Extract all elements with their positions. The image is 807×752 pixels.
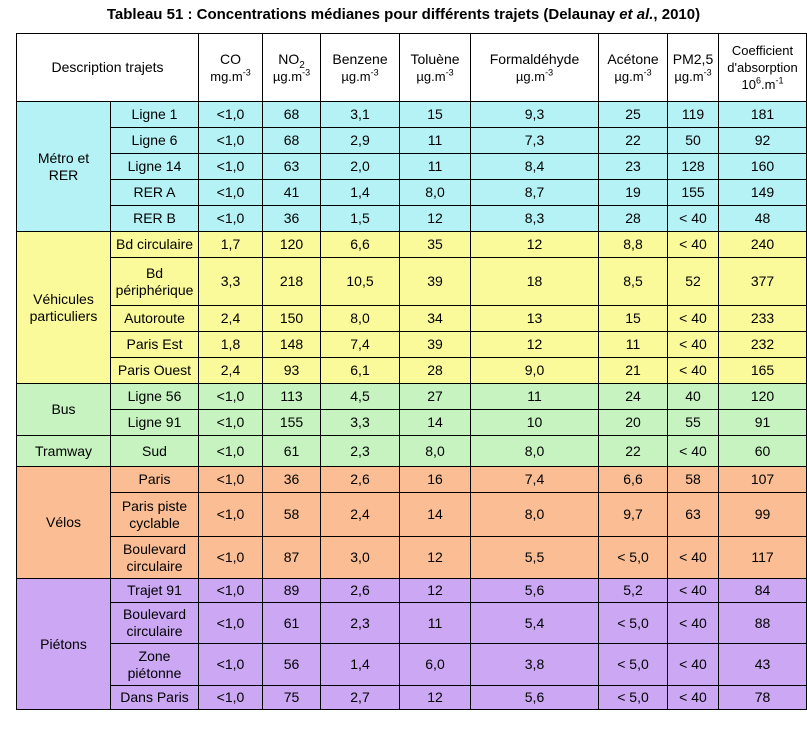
value-cell: 8,0 [471, 493, 599, 537]
value-cell: 11 [400, 128, 471, 154]
header-co-unit [201, 68, 260, 85]
header-co-name: CO [220, 50, 241, 67]
trajet-label: Bd circulaire [115, 236, 194, 252]
value-cell: 2,4 [199, 306, 263, 332]
group-label-cell [17, 232, 111, 384]
value-cell: 128 [668, 154, 719, 180]
group-label-cell [17, 384, 111, 436]
trajet-cell [111, 686, 199, 710]
value-cell: 233 [719, 306, 807, 332]
value-cell: < 5,0 [599, 686, 668, 710]
value-cell: 5,2 [599, 579, 668, 603]
value-cell: 7,4 [321, 332, 400, 358]
value-cell: 39 [400, 332, 471, 358]
table-row [17, 358, 807, 384]
value-cell: 240 [719, 232, 807, 258]
value-cell: 2,0 [321, 154, 400, 180]
value-cell: 52 [668, 258, 719, 306]
value-cell: < 40 [668, 686, 719, 710]
value-cell: 6,0 [400, 644, 471, 686]
value-cell: 35 [400, 232, 471, 258]
unit-exp: -3 [302, 67, 311, 78]
trajet-label: Trajet 91 [127, 582, 182, 598]
value-cell: 60 [719, 436, 807, 467]
value-cell: 120 [263, 232, 321, 258]
value-cell: 155 [263, 410, 321, 436]
no2-sub: 2 [299, 59, 305, 71]
unit-base: µg.m [674, 68, 704, 84]
value-cell: 6,6 [321, 232, 400, 258]
trajet-cell [111, 232, 199, 258]
value-cell: 120 [719, 384, 807, 410]
trajet-label: Boulevard [122, 540, 187, 557]
header-acetone [599, 34, 668, 102]
unit-base: 10 [741, 77, 756, 92]
value-cell: 68 [263, 128, 321, 154]
group-label: RER [48, 166, 79, 183]
value-cell: <1,0 [199, 102, 263, 128]
unit-base: mg.m [210, 68, 243, 84]
value-cell: <1,0 [199, 384, 263, 410]
header-benzene [321, 34, 400, 102]
value-cell: 56 [263, 644, 321, 686]
value-cell: <1,0 [199, 603, 263, 644]
value-cell: <1,0 [199, 410, 263, 436]
trajet-cell [111, 603, 199, 644]
header-formaldehyde-unit [473, 68, 596, 85]
value-cell: 63 [263, 154, 321, 180]
value-cell: 22 [599, 128, 668, 154]
trajet-label: Boulevard [122, 606, 187, 622]
value-cell: 89 [263, 579, 321, 603]
header-absorption [719, 34, 807, 102]
table-row [17, 686, 807, 710]
value-cell: < 40 [668, 306, 719, 332]
value-cell: 68 [263, 102, 321, 128]
concentrations-table [16, 33, 807, 710]
value-cell: 7,3 [471, 128, 599, 154]
value-cell: 4,5 [321, 384, 400, 410]
value-cell: 1,5 [321, 206, 400, 232]
value-cell: 48 [719, 206, 807, 232]
value-cell: <1,0 [199, 206, 263, 232]
trajet-cell [111, 154, 199, 180]
value-cell: < 40 [668, 358, 719, 384]
header-co [199, 34, 263, 102]
unit-exp: -3 [445, 67, 454, 78]
trajet-label: Zone [138, 647, 171, 664]
value-cell: <1,0 [199, 493, 263, 537]
trajet-label: RER B [133, 210, 176, 226]
trajet-label: Paris Est [126, 336, 183, 352]
trajet-label: Ligne 1 [131, 106, 178, 122]
table-row [17, 410, 807, 436]
header-toluene-unit [402, 68, 468, 85]
value-cell: 21 [599, 358, 668, 384]
value-cell: 10,5 [321, 258, 400, 306]
trajet-cell [111, 384, 199, 410]
trajet-cell [111, 258, 199, 306]
unit-tail: .m [761, 77, 776, 92]
table-row [17, 579, 807, 603]
value-cell: 22 [599, 436, 668, 467]
value-cell: 119 [668, 102, 719, 128]
table-body [17, 102, 807, 710]
group-label-cell [17, 102, 111, 232]
trajet-cell [111, 358, 199, 384]
trajet-cell [111, 493, 199, 537]
value-cell: <1,0 [199, 686, 263, 710]
value-cell: 15 [599, 306, 668, 332]
value-cell: 63 [668, 493, 719, 537]
value-cell: 2,4 [199, 358, 263, 384]
value-cell: 8,0 [400, 180, 471, 206]
trajet-label: circulaire [126, 623, 183, 639]
caption-suffix: , 2010) [653, 6, 701, 23]
value-cell: <1,0 [199, 537, 263, 579]
value-cell: 15 [400, 102, 471, 128]
header-absorption-unit [721, 76, 804, 93]
table-row [17, 306, 807, 332]
value-cell: 11 [400, 154, 471, 180]
trajet-label: RER A [133, 184, 176, 200]
value-cell: 5,6 [471, 579, 599, 603]
value-cell: 2,4 [321, 493, 400, 537]
value-cell: 3,1 [321, 102, 400, 128]
header-benzene-name: Benzene [332, 50, 388, 67]
trajet-cell [111, 436, 199, 467]
value-cell: 148 [263, 332, 321, 358]
value-cell: 3,8 [471, 644, 599, 686]
trajet-label: circulaire [126, 557, 183, 574]
table-row [17, 537, 807, 579]
value-cell: 8,0 [321, 306, 400, 332]
header-no2-name [278, 50, 305, 71]
value-cell: 55 [668, 410, 719, 436]
value-cell: 2,9 [321, 128, 400, 154]
value-cell: 84 [719, 579, 807, 603]
value-cell: 1,8 [199, 332, 263, 358]
caption-etal: et al. [619, 6, 654, 23]
value-cell: 11 [471, 384, 599, 410]
value-cell: 50 [668, 128, 719, 154]
value-cell: <1,0 [199, 154, 263, 180]
value-cell: 5,5 [471, 537, 599, 579]
value-cell: 5,4 [471, 603, 599, 644]
value-cell: 1,7 [199, 232, 263, 258]
value-cell: 27 [400, 384, 471, 410]
header-formaldehyde-name: Formaldéhyde [489, 50, 580, 67]
header-acetone-name: Acétone [607, 50, 659, 67]
group-label: particuliers [29, 307, 98, 324]
value-cell: 6,1 [321, 358, 400, 384]
value-cell: 19 [599, 180, 668, 206]
value-cell: 75 [263, 686, 321, 710]
value-cell: 12 [400, 537, 471, 579]
table-row [17, 128, 807, 154]
table-row [17, 258, 807, 306]
trajet-cell [111, 306, 199, 332]
value-cell: 8,8 [599, 232, 668, 258]
header-acetone-unit [601, 68, 665, 85]
trajet-label: périphérique [115, 281, 194, 298]
group-label: Vélos [45, 514, 82, 530]
header-absorption-line1: Coefficient [731, 43, 794, 58]
value-cell: 3,3 [199, 258, 263, 306]
value-cell: < 40 [668, 603, 719, 644]
value-cell: 377 [719, 258, 807, 306]
header-toluene-name: Toluène [410, 50, 460, 67]
value-cell: 3,0 [321, 537, 400, 579]
unit-base: µg.m [614, 68, 644, 84]
trajet-cell [111, 467, 199, 493]
value-cell: 165 [719, 358, 807, 384]
caption-prefix: Tableau 51 : Concentrations médianes pour différents trajets (Delaunay [106, 6, 620, 23]
value-cell: 91 [719, 410, 807, 436]
value-cell: <1,0 [199, 128, 263, 154]
value-cell: 9,3 [471, 102, 599, 128]
value-cell: 58 [263, 493, 321, 537]
value-cell: 61 [263, 603, 321, 644]
trajet-cell [111, 180, 199, 206]
value-cell: 13 [471, 306, 599, 332]
value-cell: < 40 [668, 332, 719, 358]
value-cell: 34 [400, 306, 471, 332]
value-cell: 20 [599, 410, 668, 436]
trajet-label: Paris piste [121, 497, 188, 514]
table-row [17, 603, 807, 644]
value-cell: < 5,0 [599, 537, 668, 579]
header-description: Description trajets [17, 34, 199, 102]
value-cell: 149 [719, 180, 807, 206]
value-cell: 1,4 [321, 644, 400, 686]
group-label-cell [17, 579, 111, 710]
value-cell: 40 [668, 384, 719, 410]
value-cell: 113 [263, 384, 321, 410]
value-cell: 61 [263, 436, 321, 467]
value-cell: < 40 [668, 232, 719, 258]
table-row [17, 493, 807, 537]
value-cell: 12 [400, 579, 471, 603]
value-cell: 92 [719, 128, 807, 154]
value-cell: 8,0 [471, 436, 599, 467]
value-cell: 8,4 [471, 154, 599, 180]
trajet-cell [111, 410, 199, 436]
value-cell: 39 [400, 258, 471, 306]
trajet-label: Bd [145, 264, 164, 281]
value-cell: < 40 [668, 644, 719, 686]
value-cell: 2,3 [321, 603, 400, 644]
table-row [17, 102, 807, 128]
header-no2-unit [265, 68, 318, 85]
value-cell: 11 [400, 603, 471, 644]
value-cell: 41 [263, 180, 321, 206]
table-row [17, 644, 807, 686]
value-cell: 8,0 [400, 436, 471, 467]
value-cell: 232 [719, 332, 807, 358]
trajet-cell [111, 206, 199, 232]
value-cell: 8,3 [471, 206, 599, 232]
unit-exp: -3 [703, 67, 712, 78]
value-cell: 9,0 [471, 358, 599, 384]
value-cell: 2,3 [321, 436, 400, 467]
value-cell: < 5,0 [599, 603, 668, 644]
trajet-label: Ligne 14 [127, 158, 182, 174]
value-cell: 2,6 [321, 467, 400, 493]
table-row [17, 154, 807, 180]
value-cell: 181 [719, 102, 807, 128]
value-cell: 150 [263, 306, 321, 332]
unit-exp: -3 [643, 67, 652, 78]
value-cell: 10 [471, 410, 599, 436]
no2-base: NO [278, 50, 300, 67]
unit-base: µg.m [341, 68, 371, 84]
value-cell: 58 [668, 467, 719, 493]
value-cell: 43 [719, 644, 807, 686]
value-cell: 93 [263, 358, 321, 384]
table-caption [0, 6, 807, 23]
unit-exp: -3 [370, 67, 379, 78]
group-label: Bus [51, 401, 76, 417]
header-pm25-name: PM2,5 [672, 50, 714, 67]
value-cell: 14 [400, 493, 471, 537]
value-cell: 9,7 [599, 493, 668, 537]
header-no2 [263, 34, 321, 102]
trajet-label: piétonne [127, 664, 182, 681]
unit-exp: -3 [545, 67, 554, 78]
value-cell: <1,0 [199, 180, 263, 206]
group-label-cell [17, 467, 111, 579]
value-cell: 107 [719, 467, 807, 493]
value-cell: < 40 [668, 436, 719, 467]
value-cell: 28 [599, 206, 668, 232]
header-absorption-line2: d'absorption [727, 60, 798, 75]
value-cell: 8,5 [599, 258, 668, 306]
group-label-cell [17, 436, 111, 467]
trajet-label: cyclable [129, 514, 180, 531]
unit-base: µg.m [416, 68, 446, 84]
value-cell: < 40 [668, 206, 719, 232]
value-cell: 18 [471, 258, 599, 306]
trajet-label: Autoroute [124, 310, 185, 326]
group-label: Métro et [37, 149, 90, 166]
value-cell: 3,3 [321, 410, 400, 436]
value-cell: 155 [668, 180, 719, 206]
value-cell: <1,0 [199, 467, 263, 493]
value-cell: 24 [599, 384, 668, 410]
value-cell: 12 [400, 206, 471, 232]
value-cell: 2,6 [321, 579, 400, 603]
value-cell: 12 [471, 332, 599, 358]
table-row [17, 467, 807, 493]
value-cell: 5,6 [471, 686, 599, 710]
value-cell: 99 [719, 493, 807, 537]
value-cell: 36 [263, 206, 321, 232]
value-cell: <1,0 [199, 644, 263, 686]
value-cell: < 40 [668, 537, 719, 579]
value-cell: 36 [263, 467, 321, 493]
table-row [17, 232, 807, 258]
trajet-cell [111, 332, 199, 358]
unit-base: µg.m [515, 68, 546, 84]
header-pm25 [668, 34, 719, 102]
trajet-cell [111, 579, 199, 603]
header-toluene [400, 34, 471, 102]
table-row [17, 206, 807, 232]
value-cell: <1,0 [199, 436, 263, 467]
unit-exp: -3 [242, 67, 251, 78]
unit-exp: 6 [755, 75, 761, 86]
table-row [17, 436, 807, 467]
trajet-cell [111, 644, 199, 686]
value-cell: 28 [400, 358, 471, 384]
value-cell: 78 [719, 686, 807, 710]
value-cell: 16 [400, 467, 471, 493]
value-cell: 25 [599, 102, 668, 128]
trajet-cell [111, 128, 199, 154]
value-cell: 8,7 [471, 180, 599, 206]
value-cell: <1,0 [199, 579, 263, 603]
header-row [17, 34, 807, 102]
value-cell: 160 [719, 154, 807, 180]
group-label: Tramway [34, 442, 93, 459]
unit-exp2: -1 [775, 75, 784, 86]
value-cell: 14 [400, 410, 471, 436]
trajet-label: Paris [138, 471, 171, 487]
header-pm25-unit [670, 68, 716, 85]
value-cell: 1,4 [321, 180, 400, 206]
trajet-label: Sud [142, 442, 167, 459]
value-cell: 88 [719, 603, 807, 644]
table-row [17, 180, 807, 206]
group-label: Piétons [40, 635, 87, 652]
header-formaldehyde [471, 34, 599, 102]
trajet-label: Ligne 6 [131, 132, 178, 148]
unit-base: µg.m [272, 68, 303, 84]
trajet-cell [111, 537, 199, 579]
value-cell: 23 [599, 154, 668, 180]
value-cell: 6,6 [599, 467, 668, 493]
trajet-label: Ligne 56 [127, 388, 182, 404]
value-cell: 12 [471, 232, 599, 258]
group-label: Véhicules [33, 290, 94, 307]
value-cell: 117 [719, 537, 807, 579]
trajet-cell [111, 102, 199, 128]
trajet-label: Paris Ouest [117, 362, 192, 378]
value-cell: 12 [400, 686, 471, 710]
header-benzene-unit [323, 68, 397, 85]
table-row [17, 384, 807, 410]
trajet-label: Ligne 91 [127, 414, 182, 430]
value-cell: 2,7 [321, 686, 400, 710]
table-row [17, 332, 807, 358]
value-cell: < 40 [668, 579, 719, 603]
value-cell: 11 [599, 332, 668, 358]
value-cell: < 5,0 [599, 644, 668, 686]
trajet-label: Dans Paris [120, 689, 189, 705]
value-cell: 87 [263, 537, 321, 579]
value-cell: 218 [263, 258, 321, 306]
value-cell: 7,4 [471, 467, 599, 493]
